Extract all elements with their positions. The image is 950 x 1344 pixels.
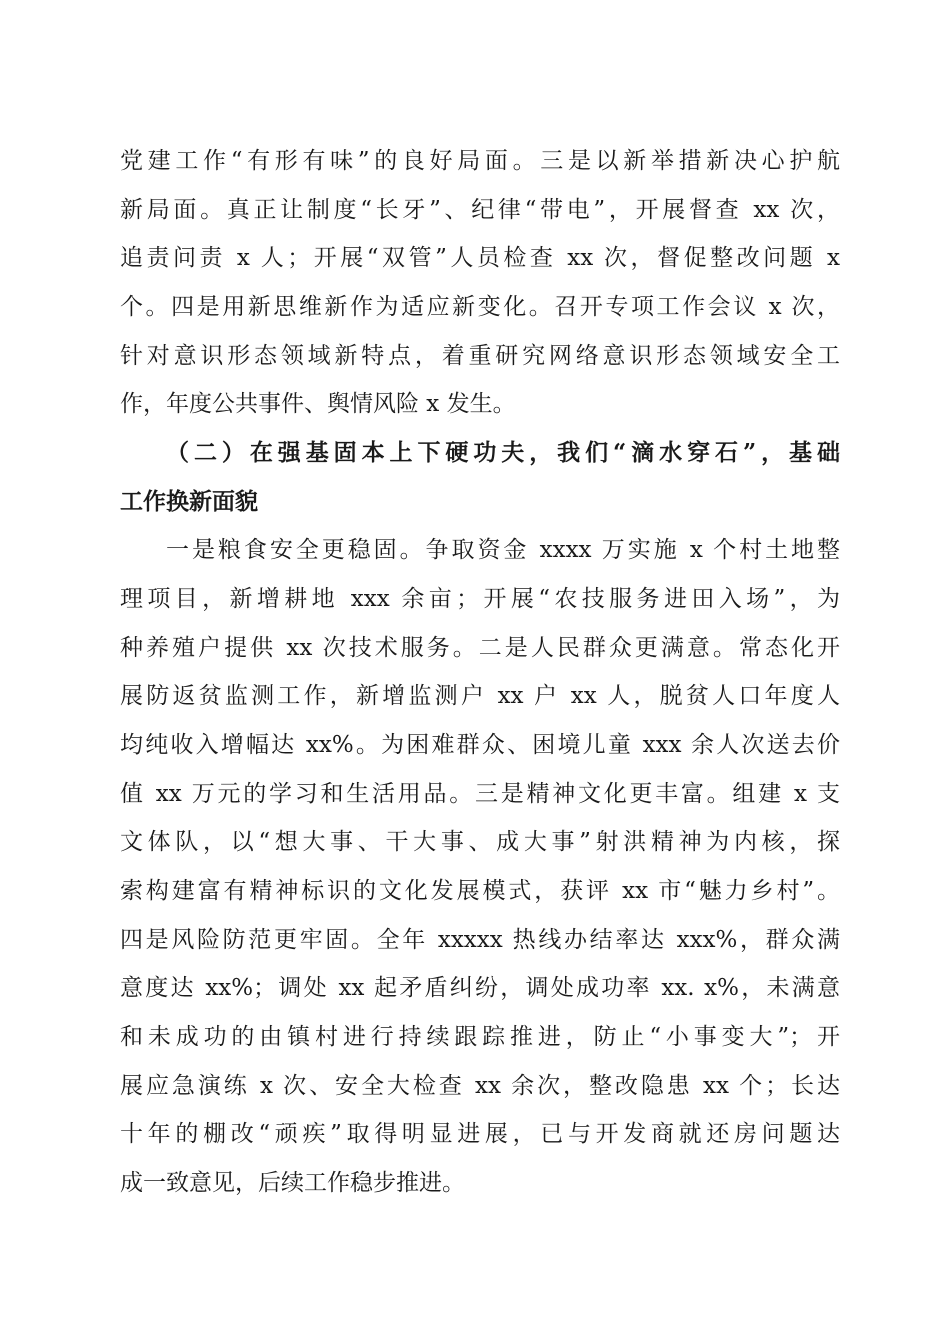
- paragraph-line: 均纯收入增幅达 xx%。为困难群众、困境儿童 xxx 余人次送去价: [120, 732, 840, 758]
- paragraph-line: 个。四是用新思维新作为适应新变化。召开专项工作会议 x 次，: [120, 294, 840, 320]
- paragraph-line: 作，年度公共事件、舆情风险 x 发生。: [120, 391, 516, 417]
- paragraph-line: 展防返贫监测工作，新增监测户 xx 户 xx 人，脱贫人口年度人: [120, 683, 840, 709]
- section-heading-line: （二）在强基固本上下硬功夫，我们“滴水穿石”，基础: [166, 439, 840, 466]
- paragraph-line: 成一致意见，后续工作稳步推进。: [120, 1170, 465, 1196]
- paragraph-line: 文体队，以“想大事、干大事、成大事”射洪精神为内核，探: [120, 829, 840, 855]
- paragraph-line: 理项目，新增耕地 xxx 余亩；开展“农技服务进田入场”，为: [120, 586, 840, 612]
- paragraph-line: 值 xx 万元的学习和生活用品。三是精神文化更丰富。组建 x 支: [120, 781, 840, 807]
- paragraph-line: 新局面。真正让制度“长牙”、纪律“带电”，开展督查 xx 次，: [120, 197, 840, 223]
- paragraph-line: 党建工作“有形有味”的良好局面。三是以新举措新决心护航: [120, 148, 840, 174]
- paragraph-line: 追责问责 x 人；开展“双管”人员检查 xx 次，督促整改问题 x: [120, 245, 840, 271]
- paragraph-line: 意度达 xx%；调处 xx 起矛盾纠纷，调处成功率 xx. x%，未满意: [120, 975, 840, 1001]
- paragraph-line: 四是风险防范更牢固。全年 xxxxx 热线办结率达 xxx%，群众满: [120, 927, 840, 953]
- section-heading-line: 工作换新面貌: [120, 488, 258, 515]
- paragraph-line: 种养殖户提供 xx 次技术服务。二是人民群众更满意。常态化开: [120, 635, 840, 661]
- paragraph-line: 展应急演练 x 次、安全大检查 xx 余次，整改隐患 xx 个；长达: [120, 1073, 840, 1099]
- paragraph-line: 针对意识形态领域新特点，着重研究网络意识形态领域安全工: [120, 343, 840, 369]
- paragraph-line: 十年的棚改“顽疾”取得明显进展，已与开发商就还房问题达: [120, 1121, 840, 1147]
- paragraph-line: 索构建富有精神标识的文化发展模式，获评 xx 市“魅力乡村”。: [120, 878, 840, 904]
- paragraph-line: 一是粮食安全更稳固。争取资金 xxxx 万实施 x 个村土地整: [166, 537, 840, 563]
- paragraph-line: 和未成功的由镇村进行持续跟踪推进，防止“小事变大”；开: [120, 1024, 840, 1050]
